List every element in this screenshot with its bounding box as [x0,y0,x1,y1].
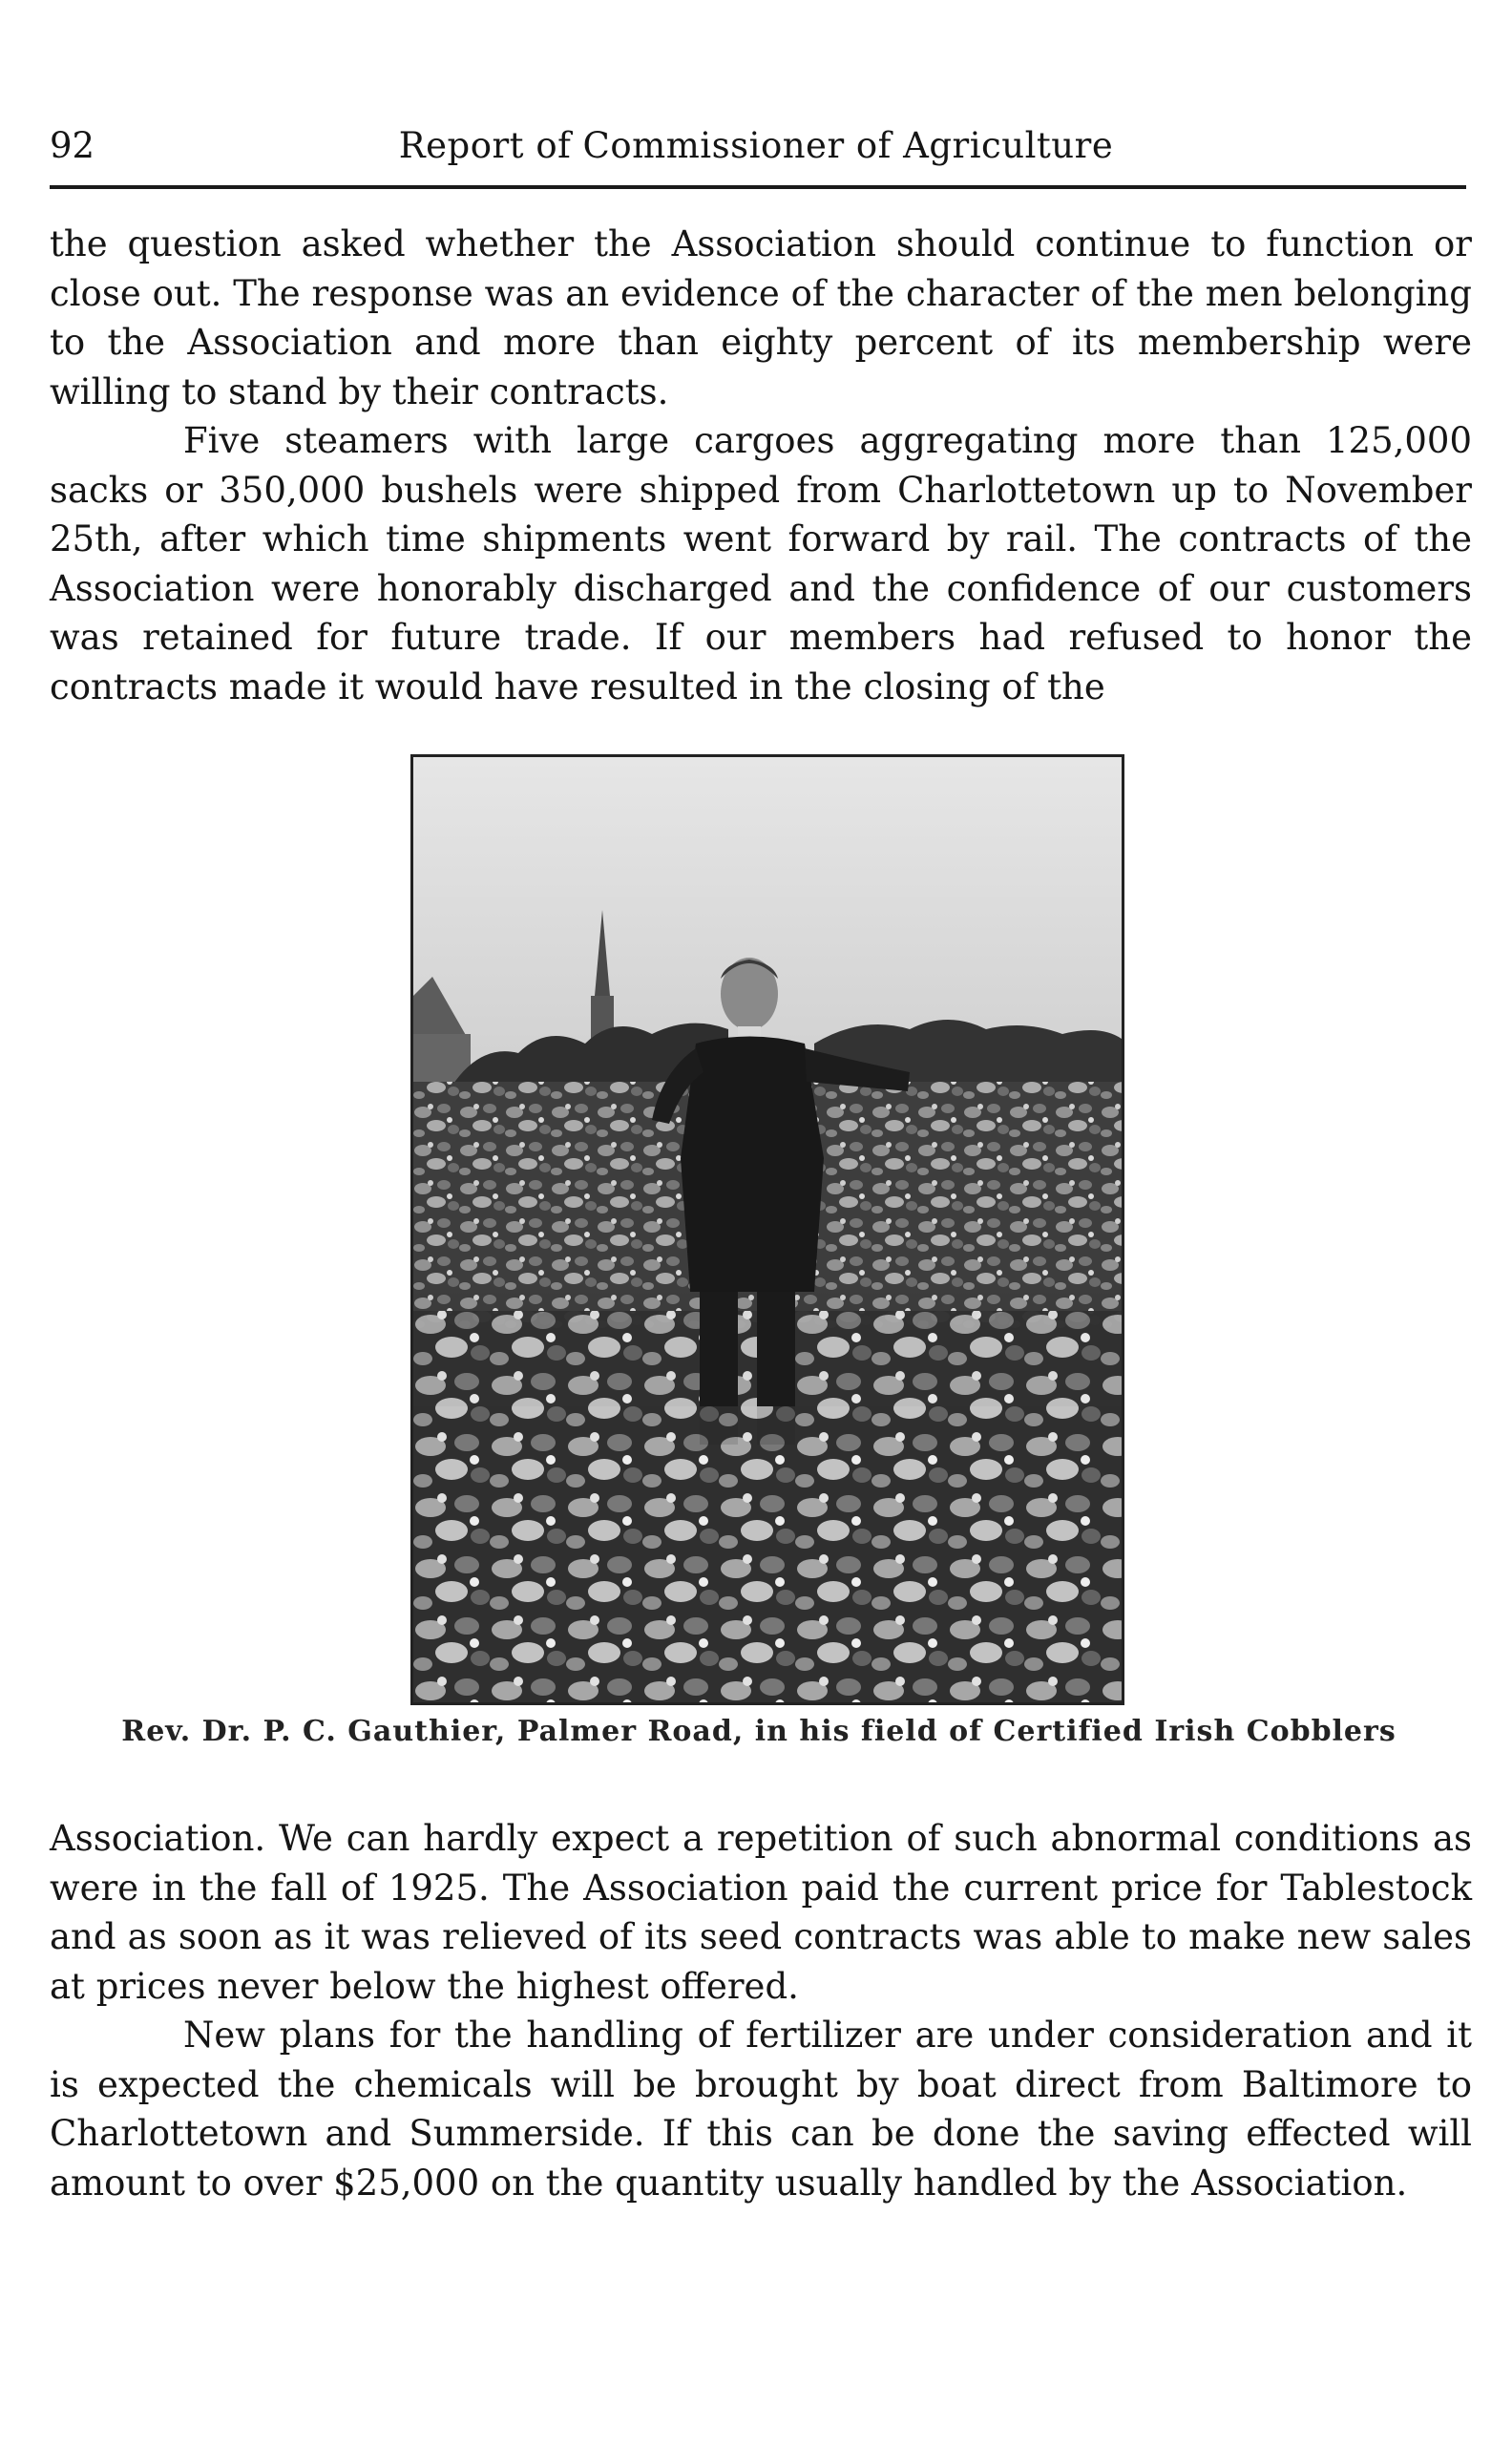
body-text-bottom [50,1814,1472,2207]
header-rule [50,185,1466,189]
page-number: 92 [50,125,95,166]
body-text-top [50,220,1472,711]
running-title: Report of Commissioner of Agriculture [398,125,1114,166]
paragraph-association: Association. We can hardly expect a repetition of such abnormal conditions as were in the fall of 1925. The Association paid the current price for Tablestock and as soon as it was relieved of its seed contracts was able to make new sales at prices never below the highest offered. [50,1818,1472,2007]
paragraph-fertilizer: New plans for the handling of fertilizer are under consideration and it is expected the chemicals will be brought by boat direct from Baltimore to Charlottetown and Summerside. If this can be done the saving effected will amount to over $25,000 on the quantity usually handled by the Association. [50,2015,1472,2204]
running-head [50,122,1462,170]
paragraph-continuation: the question asked whether the Association should continue to function or close out. The response was an evidence of the character of the men belonging to the Association and more than eighty percent of its membership were willing to stand by their contracts. [50,223,1472,412]
figure-caption: Rev. Dr. P. C. Gauthier, Palmer Road, in his field of Certified Irish Cobblers [121,1715,1396,1748]
paragraph-steamers: Five steamers with large cargoes aggregating more than 125,000 sacks or 350,000 bushels were shipped from Charlottetown up to November 25th, after which time shipments went forward by rail. The contracts of the Association were honorably discharged and the confidence of our customers was retained for future trade. If our members had refused to honor the contracts made it would have resulted in the closing of the [50,420,1472,707]
photograph-image [413,757,1122,1702]
field-photograph [410,754,1124,1705]
